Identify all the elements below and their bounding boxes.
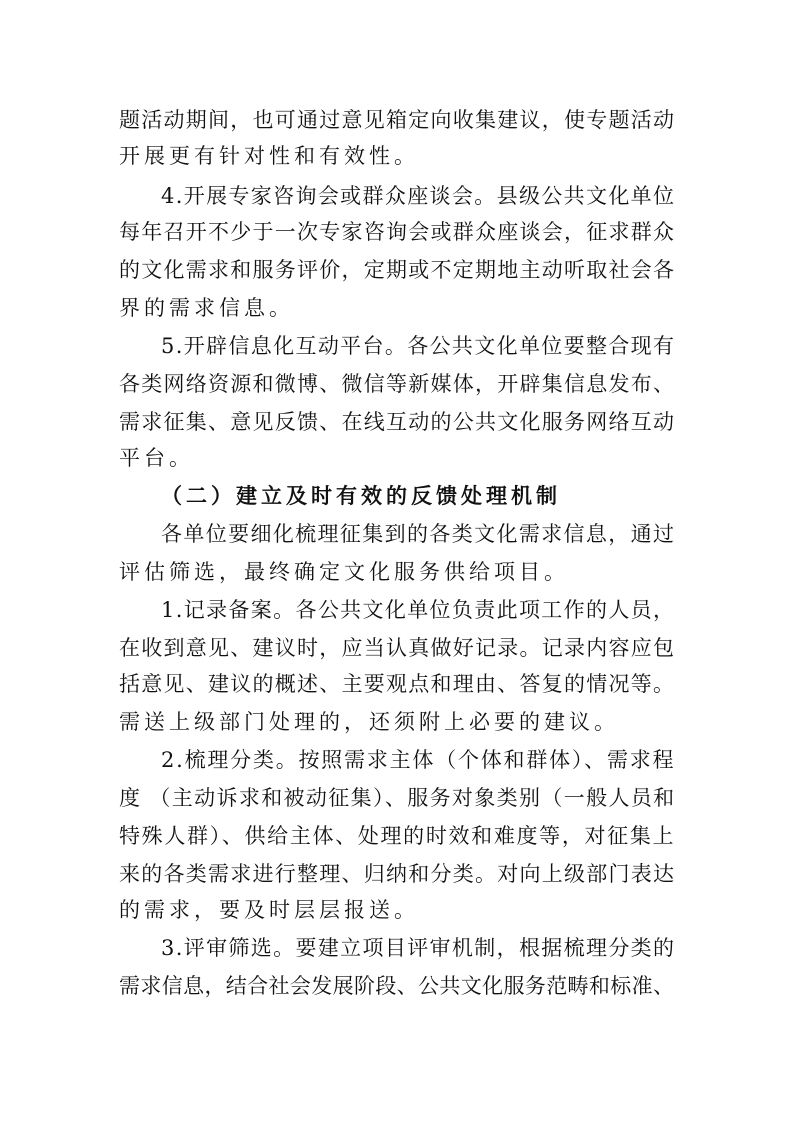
text-line	[0, 854, 793, 894]
text-line	[0, 552, 793, 592]
text-line	[0, 176, 793, 216]
item-1-heading-line: 1.记录备案。各公共文化单位负责此项工作的人员，	[161, 598, 676, 622]
item-2-heading-line: 2.梳理分类。按照需求主体（个体和群体）、需求程	[161, 748, 676, 772]
paragraph-line: 每年召开不少于一次专家咨询会或群众座谈会，征求群众	[119, 220, 676, 244]
section-heading: （二）建立及时有效的反馈处理机制	[161, 483, 561, 508]
text-line	[0, 476, 793, 516]
text-line	[0, 816, 793, 856]
text-line	[0, 288, 793, 328]
text-line	[0, 364, 793, 404]
paragraph-line: 来的各类需求进行整理、归纳和分类。对向上级部门表达	[119, 862, 676, 886]
text-line	[0, 702, 793, 742]
paragraph-line: 需求信息，结合社会发展阶段、公共文化服务范畴和标准、	[119, 974, 675, 998]
paragraph-end: 需送上级部门处理的，还须附上必要的建议。	[119, 710, 619, 734]
text-line	[0, 136, 793, 176]
text-line	[0, 664, 793, 704]
text-line	[0, 590, 793, 630]
item-3-heading-line: 3.评审筛选。要建立项目评审机制，根据梳理分类的	[161, 936, 676, 960]
paragraph-end: 界的需求信息。	[119, 296, 294, 320]
text-line	[0, 928, 793, 968]
paragraph-end: 开展更有针对性和有效性。	[119, 144, 419, 168]
paragraph-line: 的文化需求和服务评价，定期或不定期地主动听取社会各	[119, 258, 676, 282]
paragraph-continuation: 题活动期间，也可通过意见箱定向收集建议，使专题活动	[119, 108, 676, 132]
text-line	[0, 402, 793, 442]
paragraph-line: 需求征集、意见反馈、在线互动的公共文化服务网络互动	[119, 410, 676, 434]
text-line	[0, 966, 793, 1006]
text-line	[0, 740, 793, 780]
text-line	[0, 250, 793, 290]
paragraph-line: 在收到意见、建议时，应当认真做好记录。记录内容应包	[119, 636, 676, 660]
text-line	[0, 778, 793, 818]
text-line	[0, 100, 793, 140]
text-line	[0, 628, 793, 668]
paragraph-end: 评估筛选，最终确定文化服务供给项目。	[119, 560, 569, 584]
text-line	[0, 326, 793, 366]
paragraph-line: 各单位要细化梳理征集到的各类文化需求信息，通过	[161, 522, 676, 546]
paragraph-line: 括意见、建议的概述、主要观点和理由、答复的情况等。	[119, 672, 676, 696]
item-5-heading-line: 5.开辟信息化互动平台。各公共文化单位要整合现有	[161, 334, 676, 358]
paragraph-line: 各类网络资源和微博、微信等新媒体，开辟集信息发布、	[119, 372, 676, 396]
text-line	[0, 438, 793, 478]
paragraph-end: 平台。	[119, 446, 194, 470]
text-line	[0, 212, 793, 252]
paragraph-end: 的需求，要及时层层报送。	[119, 898, 419, 922]
text-line	[0, 890, 793, 930]
text-line	[0, 514, 793, 554]
paragraph-line: 度 （主动诉求和被动征集）、服务对象类别（一般人员和	[119, 786, 676, 810]
item-4-heading-line: 4.开展专家咨询会或群众座谈会。县级公共文化单位	[161, 184, 676, 208]
paragraph-line: 特殊人群）、供给主体、处理的时效和难度等，对征集上	[119, 824, 676, 848]
